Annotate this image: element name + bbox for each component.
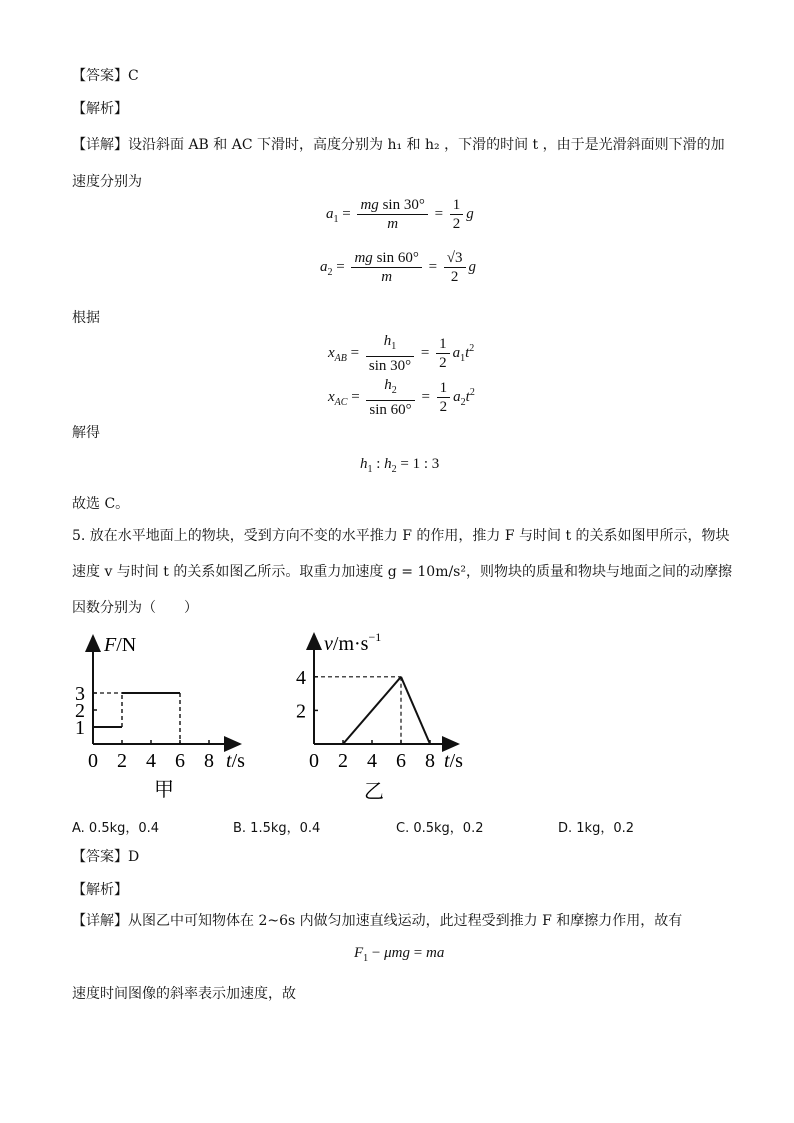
answer-tag: 【答案】 (72, 68, 128, 84)
answer-value: D (128, 849, 140, 865)
x-tick-label: 6 (175, 750, 185, 772)
y-axis-label: $v/m\cdot s^{-1}$ (324, 630, 382, 655)
q4-analysis-tag: 【解析】 (72, 101, 128, 117)
answer-value: C (128, 68, 139, 84)
q5-analysis-tag: 【解析】 (72, 882, 128, 898)
detail-text: 设沿斜面 AB 和 AC 下滑时，高度分别为 h₁ 和 h₂ ，下滑的时间 t ，由于是光滑斜面则下滑的加 (128, 137, 725, 153)
series-segment (401, 677, 430, 744)
q5-detail-line (72, 911, 682, 931)
detail-tag: 【详解】 (72, 913, 128, 929)
option-c: C. 0.5kg，0.2 (396, 821, 484, 836)
x-axis-label: t/s (444, 750, 463, 772)
y-tick-label: 2 (296, 700, 306, 723)
detail-tag: 【详解】 (72, 137, 128, 153)
x-tick-label: 2 (338, 750, 348, 772)
q4-answer-line (72, 66, 139, 86)
y-axis-label: F/N (104, 634, 137, 656)
x-tick-label: 8 (204, 750, 214, 772)
equation-xac: $x_{AC}$ = $\frac{h_2}{\sin 60^\circ}$ = $\frac{1}{2}$ $a_2t^2$ (328, 377, 475, 418)
q5-stem-line-2: 速度 v 与时间 t 的关系如图乙所示。取重力加速度 g = 10m/s²，则物块的质量和物块与地面之间的动摩擦 (72, 564, 732, 580)
equation-xab: $x_{AB}$ = $\frac{h_1}{\sin 30^\circ}$ = $\frac{1}{2}$ $a_1t^2$ (328, 333, 475, 374)
x-tick-label: 4 (146, 750, 156, 772)
q4-conclusion: 故选 C。 (72, 496, 130, 512)
equation-ratio: $h_1$ : $h_2 = 1$ : 3 (360, 456, 440, 475)
x-tick-label: 8 (425, 750, 435, 772)
y-tick-label: 4 (296, 666, 306, 689)
x-tick-label: 0 (88, 750, 98, 772)
x-tick-label: 0 (309, 750, 319, 772)
x-tick-label: 4 (367, 750, 377, 772)
equation-a2: $a_2$ = $\frac{\text{mg sin 60°}}{m}$ = $\frac{√3}{2}$ g (320, 250, 477, 285)
chart-velocity-time (298, 620, 478, 810)
y-tick-label: 2 (75, 700, 85, 722)
series-segment (343, 677, 401, 744)
q5-stem-line-1: 5. 放在水平地面上的物块，受到方向不变的水平推力 F 的作用，推力 F 与时间 t 的关系如图甲所示，物块 (72, 528, 730, 544)
chart-title: 甲 (154, 779, 174, 801)
x-tick-label: 6 (396, 750, 406, 772)
q5-answer-line (72, 847, 139, 867)
answer-tag: 【答案】 (72, 849, 128, 865)
basis-label: 根据 (72, 310, 100, 326)
chart-force-time (60, 628, 260, 808)
equation-force: $F_1 - \mu mg$ = ma (354, 945, 445, 964)
option-b: B. 1.5kg，0.4 (233, 821, 321, 836)
x-tick-label: 2 (117, 750, 127, 772)
y-tick-label: 1 (75, 717, 85, 739)
chart-title: 乙 (364, 781, 384, 803)
equation-a1: $a_1$ = $\frac{\text{mg sin 30°}}{m}$ = $\frac{1}{2}$ g (326, 197, 474, 232)
detail-text: 从图乙中可知物体在 2~6s 内做匀加速直线运动，此过程受到推力 F 和摩擦力作用，故有 (128, 913, 683, 929)
q5-stem-line-3: 因数分别为（ ） (72, 600, 198, 616)
solve-label: 解得 (72, 425, 100, 441)
q5-slope-line: 速度时间图像的斜率表示加速度，故 (72, 986, 296, 1002)
option-d: D. 1kg，0.2 (558, 821, 635, 836)
option-a: A. 0.5kg，0.4 (72, 821, 160, 836)
q4-detail-line-2: 速度分别为 (72, 174, 142, 190)
x-axis-label: t/s (226, 750, 245, 772)
y-tick-label: 3 (75, 683, 85, 705)
q4-detail-line (72, 135, 725, 155)
